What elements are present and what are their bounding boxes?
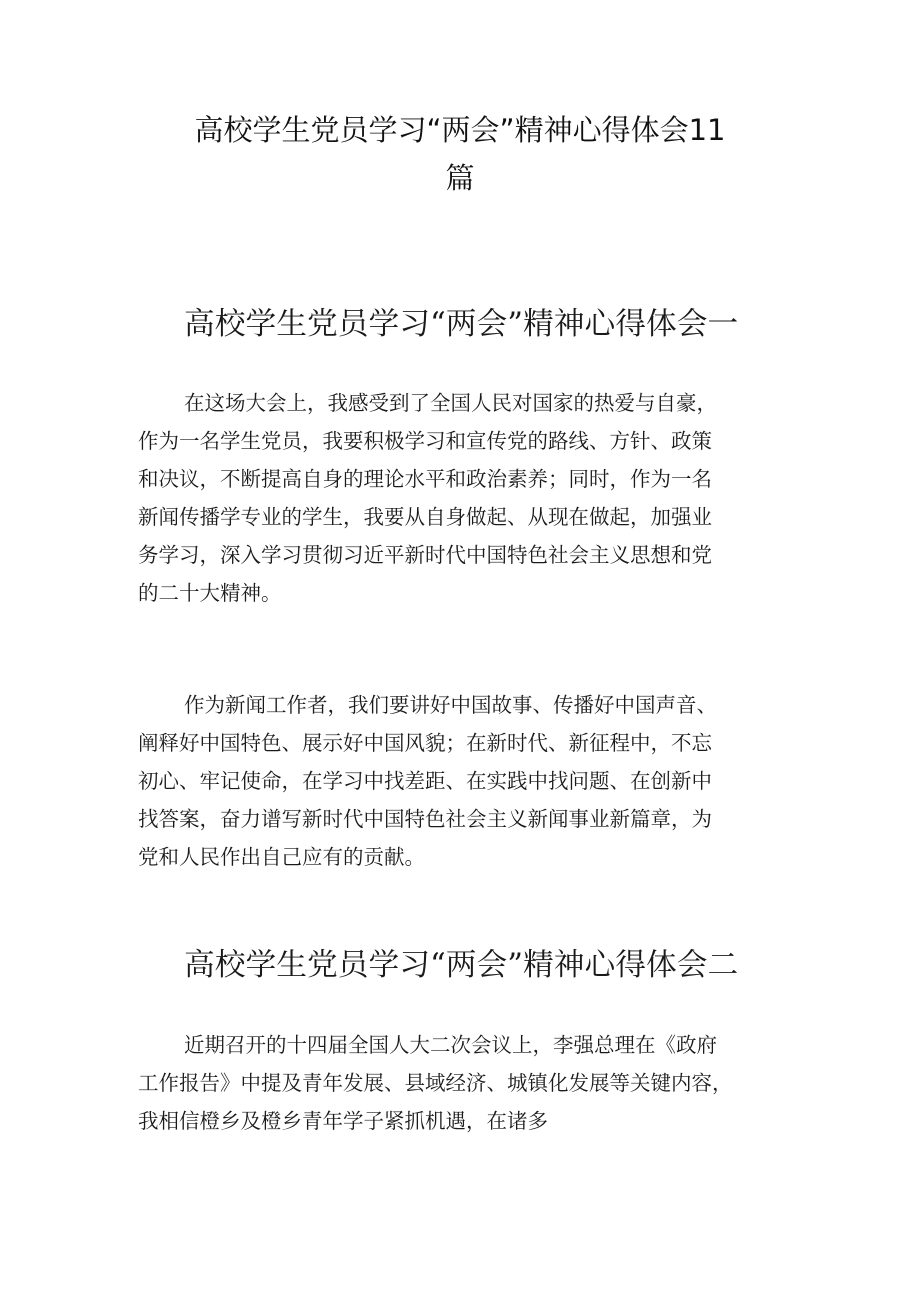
paragraph-line: 工作报告》中提及青年发展、县域经济、城镇化发展等关键内容， xyxy=(138,1071,733,1095)
section-heading-block xyxy=(138,947,798,983)
paragraph-line: 近期召开的十四届全国人大二次会议上，李强总理在《政府 xyxy=(184,1033,717,1057)
document-title-line: 高校学生党员学习“两会”精神心得体会11 xyxy=(194,113,726,147)
paragraph-line: 阐释好中国特色、展示好中国风貌；在新时代、新征程中，不忘 xyxy=(138,731,712,755)
body-paragraph-three xyxy=(138,1026,798,1140)
paragraph-line: 找答案，奋力谱写新时代中国特色社会主义新闻事业新篇章，为 xyxy=(138,807,712,831)
paragraph-block xyxy=(138,1026,798,1140)
paragraph-block xyxy=(138,686,798,876)
document-title xyxy=(150,106,770,202)
paragraph-line: 在这场大会上，我感受到了全国人民对国家的热爱与自豪， xyxy=(184,391,717,415)
document-title-line: 篇 xyxy=(445,161,475,195)
paragraph-block xyxy=(138,384,798,612)
paragraph-line: 我相信橙乡及橙乡青年学子紧抓机遇，在诸多 xyxy=(138,1109,548,1133)
paragraph-line: 新闻传播学专业的学生，我要从自身做起、从现在做起，加强业 xyxy=(138,505,712,529)
section-heading-two: 高校学生党员学习“两会”精神心得体会二 xyxy=(184,947,739,983)
paragraph-line: 党和人民作出自己应有的贡献。 xyxy=(138,845,425,869)
paragraph-line: 的二十大精神。 xyxy=(138,581,282,605)
body-paragraph-one xyxy=(138,384,798,612)
paragraph-line: 作为新闻工作者，我们要讲好中国故事、传播好中国声音、 xyxy=(184,693,717,717)
body-paragraph-two xyxy=(138,686,798,876)
paragraph-line: 和决议，不断提高自身的理论水平和政治素养；同时，作为一名 xyxy=(138,467,712,491)
paragraph-line: 务学习，深入学习贯彻习近平新时代中国特色社会主义思想和党 xyxy=(138,543,712,567)
paragraph-line: 作为一名学生党员，我要积极学习和宣传党的路线、方针、政策 xyxy=(138,429,712,453)
paragraph-line: 初心、牢记使命，在学习中找差距、在实践中找问题、在创新中 xyxy=(138,769,712,793)
section-heading-one: 高校学生党员学习“两会”精神心得体会一 xyxy=(184,306,739,342)
section-heading-block xyxy=(138,306,798,342)
